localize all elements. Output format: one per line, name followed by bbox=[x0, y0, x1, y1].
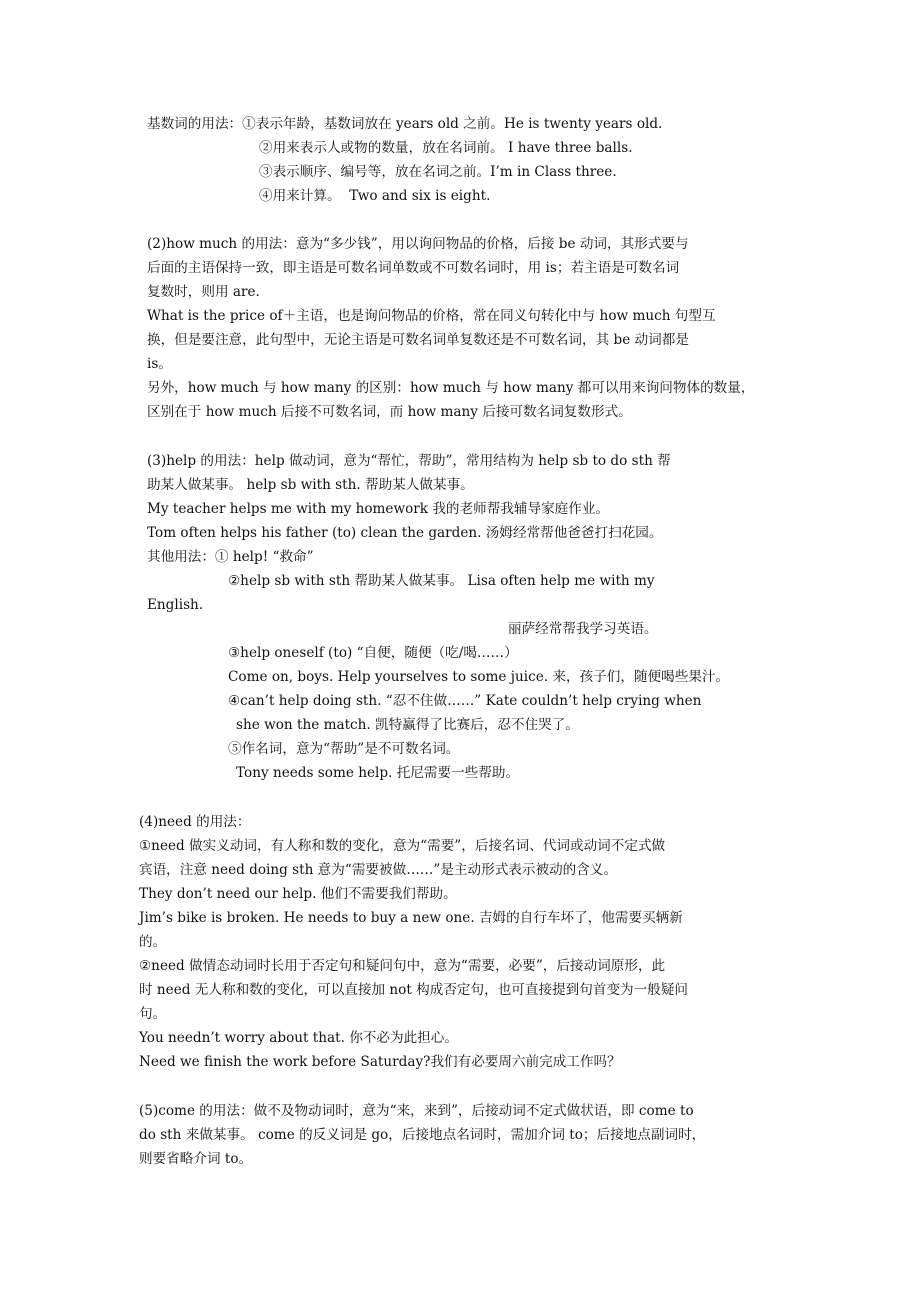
come-line-3: 则要省略介词 to。 bbox=[139, 1151, 253, 1167]
how-much-line-2: 后面的主语保持一致，即主语是可数名词单数或不可数名词时，用 is；若主语是可数名词 bbox=[147, 260, 680, 276]
how-much-line-1: (2)how much 的用法：意为“多少钱”，用以询问物品的价格，后接 be 动词，其形式要与 bbox=[147, 236, 689, 252]
how-much-line-5: 换，但是要注意，此句型中，无论主语是可数名词单复数还是不可数名词，其 be 动词都是 bbox=[147, 332, 689, 348]
how-much-line-6: is。 bbox=[147, 356, 172, 372]
help-line-12: she won the match. 凯特赢得了比赛后，忍不住哭了。 bbox=[236, 717, 579, 733]
help-line-3: My teacher helps me with my homework 我的老师帮我辅导家庭作业。 bbox=[147, 501, 610, 517]
how-much-line-4: What is the price of＋主语，也是询问物品的价格，常在同义句转化中与 how much 句型互 bbox=[147, 308, 716, 324]
help-line-13: ⑤作名词，意为“帮助”是不可数名词。 bbox=[228, 741, 460, 757]
how-much-line-7: 另外，how much 与 how many 的区别：how much 与 how many 都可以用来询问物体的数量， bbox=[147, 380, 755, 396]
help-line-8: 丽萨经常帮我学习英语。 bbox=[508, 621, 658, 637]
help-line-2: 助某人做某事。 help sb with sth. 帮助某人做某事。 bbox=[147, 477, 474, 493]
cardinal-item-3: ③表示顺序、编号等，放在名词之前。I’m in Class three. bbox=[259, 164, 617, 180]
help-line-11: ④can’t help doing sth. “忍不住做……” Kate couldn’t help crying when bbox=[228, 693, 702, 709]
help-line-1: (3)help 的用法：help 做动词，意为“帮忙，帮助”，常用结构为 help sb to do sth 帮 bbox=[147, 453, 671, 469]
need-line-3: 宾语，注意 need doing sth 意为“需要被做……”是主动形式表示被动的含义。 bbox=[139, 862, 618, 878]
cardinal-intro: 基数词的用法：①表示年龄，基数词放在 years old 之前。He is twenty years old. bbox=[147, 116, 663, 132]
need-line-4: They don’t need our help. 他们不需要我们帮助。 bbox=[139, 886, 457, 902]
come-line-1: (5)come 的用法：做不及物动词时，意为“来，来到”，后接动词不定式做状语，即 come to bbox=[139, 1103, 694, 1119]
cardinal-item-2: ②用来表示人或物的数量，放在名词前。 I have three balls. bbox=[259, 140, 633, 156]
how-much-line-8: 区别在于 how much 后接不可数名词，而 how many 后接可数名词复数形式。 bbox=[147, 404, 632, 420]
need-line-2: ①need 做实义动词，有人称和数的变化，意为“需要”，后接名词、代词或动词不定式做 bbox=[139, 838, 666, 854]
come-line-2: do sth 来做某事。 come 的反义词是 go，后接地点名词时，需加介词 to；后接地点副词时， bbox=[139, 1127, 706, 1143]
need-line-6: 的。 bbox=[139, 934, 167, 950]
help-line-9: ③help oneself (to) “自便，随便（吃/喝……） bbox=[228, 645, 518, 661]
need-line-5: Jim’s bike is broken. He needs to buy a new one. 吉姆的自行车坏了，他需要买辆新 bbox=[139, 910, 683, 926]
need-line-11: Need we finish the work before Saturday?我们有必要周六前完成工作吗？ bbox=[139, 1054, 621, 1070]
help-line-6: ②help sb with sth 帮助某人做某事。 Lisa often help me with my bbox=[228, 573, 655, 589]
help-line-14: Tony needs some help. 托尼需要一些帮助。 bbox=[236, 765, 520, 781]
need-line-1: (4)need 的用法： bbox=[139, 814, 251, 830]
help-line-10: Come on, boys. Help yourselves to some juice. 来，孩子们，随便喝些果汁。 bbox=[228, 669, 730, 685]
need-line-10: You needn’t worry about that. 你不必为此担心。 bbox=[139, 1030, 458, 1046]
need-line-9: 句。 bbox=[139, 1006, 167, 1022]
need-line-8: 时 need 无人称和数的变化，可以直接加 not 构成否定句，也可直接提到句首变为一般疑问 bbox=[139, 982, 689, 998]
cardinal-item-4: ④用来计算。 Two and six is eight. bbox=[259, 188, 491, 204]
help-line-5: 其他用法：① help! “救命” bbox=[147, 549, 314, 565]
help-line-4: Tom often helps his father (to) clean the garden. 汤姆经常帮他爸爸打扫花园。 bbox=[147, 525, 663, 541]
how-much-line-3: 复数时，则用 are. bbox=[147, 284, 260, 300]
need-line-7: ②need 做情态动词时长用于否定句和疑问句中，意为“需要，必要”，后接动词原形，此 bbox=[139, 958, 666, 974]
help-line-7: English. bbox=[147, 597, 204, 613]
